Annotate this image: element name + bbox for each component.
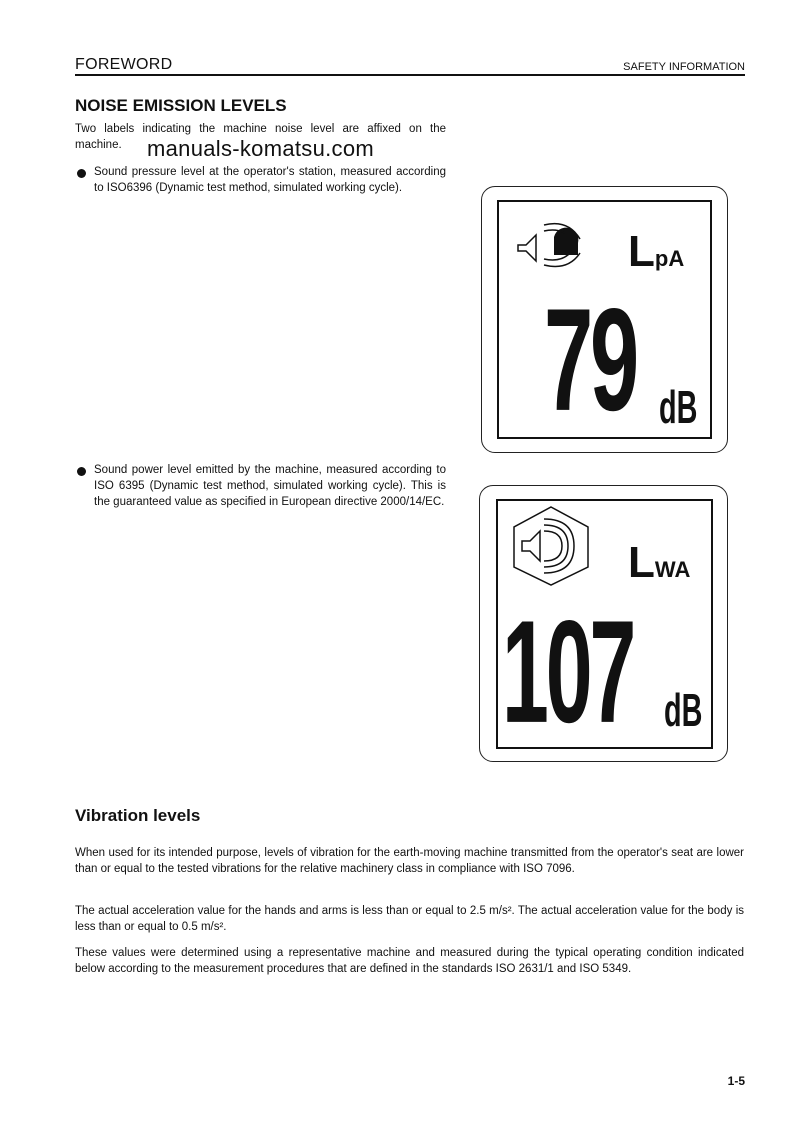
vibration-paragraph: When used for its intended purpose, levels of vibration for the earth-moving machine transmitted from the operator's seat are lower than or equal to the tested vibrations for the relative machinery class in compliance with ISO 7096. xyxy=(75,847,744,875)
page-number: 1-5 xyxy=(727,1074,745,1088)
lwa-value: 107 xyxy=(502,589,634,753)
bullet-icon xyxy=(77,169,86,178)
bullet-sound-pressure: Sound pressure level at the operator's station, measured according to ISO6396 (Dynamic test method, simulated working cycle). xyxy=(94,166,446,194)
lwa-noise-label xyxy=(479,485,728,762)
lwa-unit: dB xyxy=(664,683,703,737)
watermark: manuals-komatsu.com xyxy=(147,136,374,161)
vibration-heading: Vibration levels xyxy=(75,806,201,825)
noise-heading: NOISE EMISSION LEVELS xyxy=(75,96,287,115)
operator-noise-icon xyxy=(514,217,584,277)
lpa-unit: dB xyxy=(659,380,698,434)
bullet-icon xyxy=(77,467,86,476)
lwa-symbol: LWA xyxy=(628,538,691,587)
header-rule xyxy=(75,74,745,76)
lpa-value: 79 xyxy=(544,277,636,441)
chapter-title: SAFETY INFORMATION xyxy=(623,61,745,73)
vibration-paragraph: These values were determined using a representative machine and measured during the typical operating condition indicated below according to the measurement procedures that are defined in the standards ISO 2631/1 and ISO 5349. xyxy=(75,947,744,975)
bullet-sound-power: Sound power level emitted by the machine, measured according to ISO 6395 (Dynamic test method, simulated working cycle). This is the guaranteed value as specified in European directive 2000/14/EC. xyxy=(94,464,446,508)
sound-power-hexagon-icon xyxy=(510,505,592,587)
lpa-symbol: LpA xyxy=(628,227,685,276)
section-title: FOREWORD xyxy=(75,56,173,73)
vibration-paragraph: The actual acceleration value for the hands and arms is less than or equal to 2.5 m/s². The actual acceleration value for the body is less than or equal to 0.5 m/s². xyxy=(75,905,744,933)
noise-intro: Two labels indicating the machine noise level are affixed on the machine. xyxy=(75,123,446,151)
lpa-noise-label xyxy=(481,186,728,453)
